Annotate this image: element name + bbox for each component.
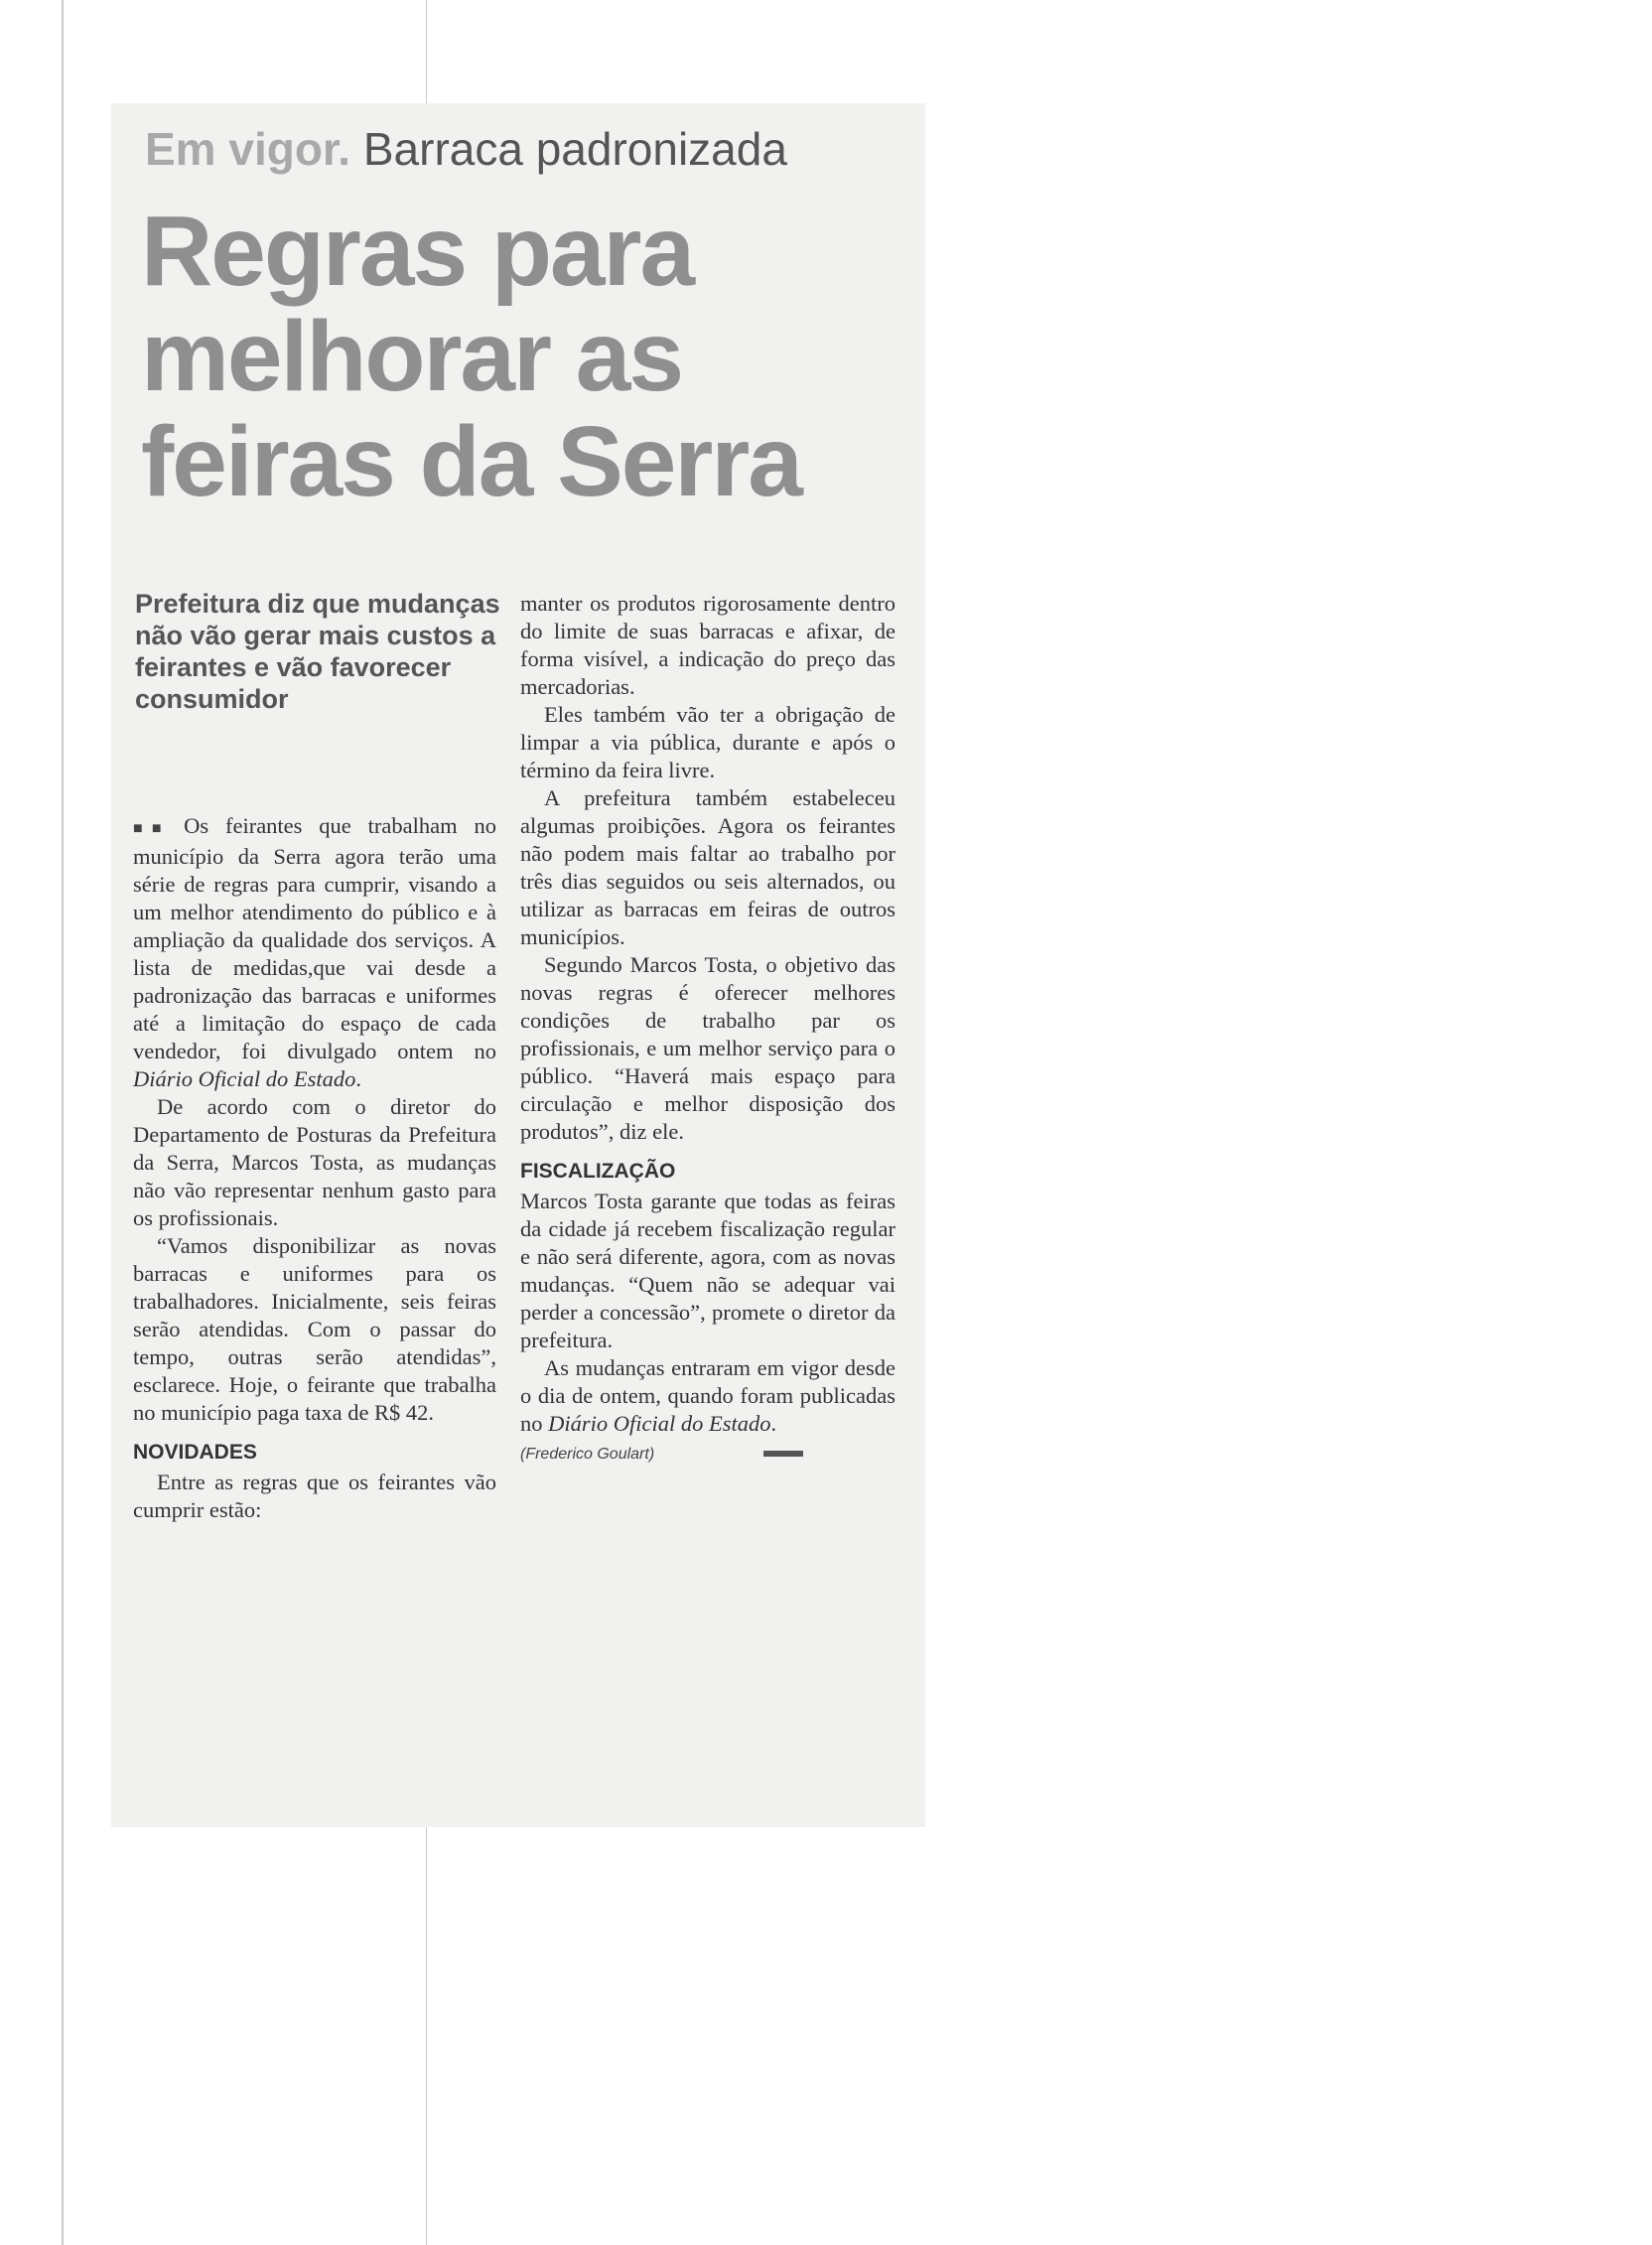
headline-line: Regras para (141, 196, 694, 307)
headline-line: feiras da Serra (141, 406, 801, 517)
paragraph: As mudanças entraram em vigor desde o dia de ontem, quando foram publicadas no Diário Oficial do Estado. (520, 1355, 895, 1436)
kicker-label: Em vigor. (145, 123, 351, 175)
headline-line: melhorar as (141, 301, 682, 412)
section-subhead: FISCALIZAÇÃO (520, 1160, 676, 1183)
paragraph-marker-icon: ■■ (133, 820, 185, 837)
byline (520, 1438, 895, 1469)
article-column-1 (133, 812, 496, 1524)
section-subhead: NOVIDADES (133, 1441, 257, 1464)
paragraph: manter os produtos rigorosamente dentro do limite de suas barracas e afixar, de forma visível, a indicação do preço das mercadorias. (520, 591, 895, 699)
scan-fold-line-left (62, 0, 64, 2245)
headline (141, 196, 915, 517)
paragraph: Entre as regras que os feirantes vão cumprir estão: (133, 1470, 496, 1522)
paragraph: Eles também vão ter a obrigação de limpar a via pública, durante e após o término da feira livre. (520, 702, 895, 782)
paragraph: De acordo com o diretor do Departamento de Posturas da Prefeitura da Serra, Marcos Tosta, as mudanças não vão representar nenhum gasto para os profissionais. (133, 1094, 496, 1230)
kicker-text: Barraca padronizada (362, 123, 787, 175)
newspaper-clipping (111, 103, 925, 1827)
article-column-2 (520, 590, 895, 1469)
end-of-article-mark (763, 1451, 803, 1457)
paragraph: Segundo Marcos Tosta, o objetivo das novas regras é oferecer melhores condições de trabalho par os profissionais, e um melhor serviço para o público. “Haverá mais espaço para circulação e melhor disposição dos produtos”, diz ele. (520, 952, 895, 1144)
author-credit: (Frederico Goulart) (520, 1446, 655, 1463)
paragraph: ■■ Os feirantes que trabalham no município da Serra agora terão uma série de regras para cumprir, visando a um melhor atendimento do público e à ampliação da qualidade dos serviços. A lista de medidas,que vai desde a padronização das barracas e uniformes até a limitação do espaço de cada vendedor, foi divulgado ontem no Diário Oficial do Estado. (133, 813, 497, 1091)
deck-subtitle: Prefeitura diz que mudanças não vão gerar mais custos a feirantes e vão favorecer consumidor (135, 589, 500, 714)
paragraph: “Vamos disponibilizar as novas barracas e uniformes para os trabalhadores. Inicialmente, seis feiras serão atendidas. Com o passar do tempo, outras serão atendidas”, esclarece. Hoje, o feirante que trabalha no município paga taxa de R$ 42. (133, 1233, 496, 1425)
kicker (145, 119, 787, 179)
paragraph: Marcos Tosta garante que todas as feiras da cidade já recebem fiscalização regular e não será diferente, agora, com as novas mudanças. “Quem não se adequar vai perder a concessão”, promete o diretor da prefeitura. (520, 1189, 895, 1352)
paragraph: A prefeitura também estabeleceu algumas proibições. Agora os feirantes não podem mais faltar ao trabalho por três dias seguidos ou seis alternados, ou utilizar as barracas em feiras de outros municípios. (520, 785, 895, 949)
